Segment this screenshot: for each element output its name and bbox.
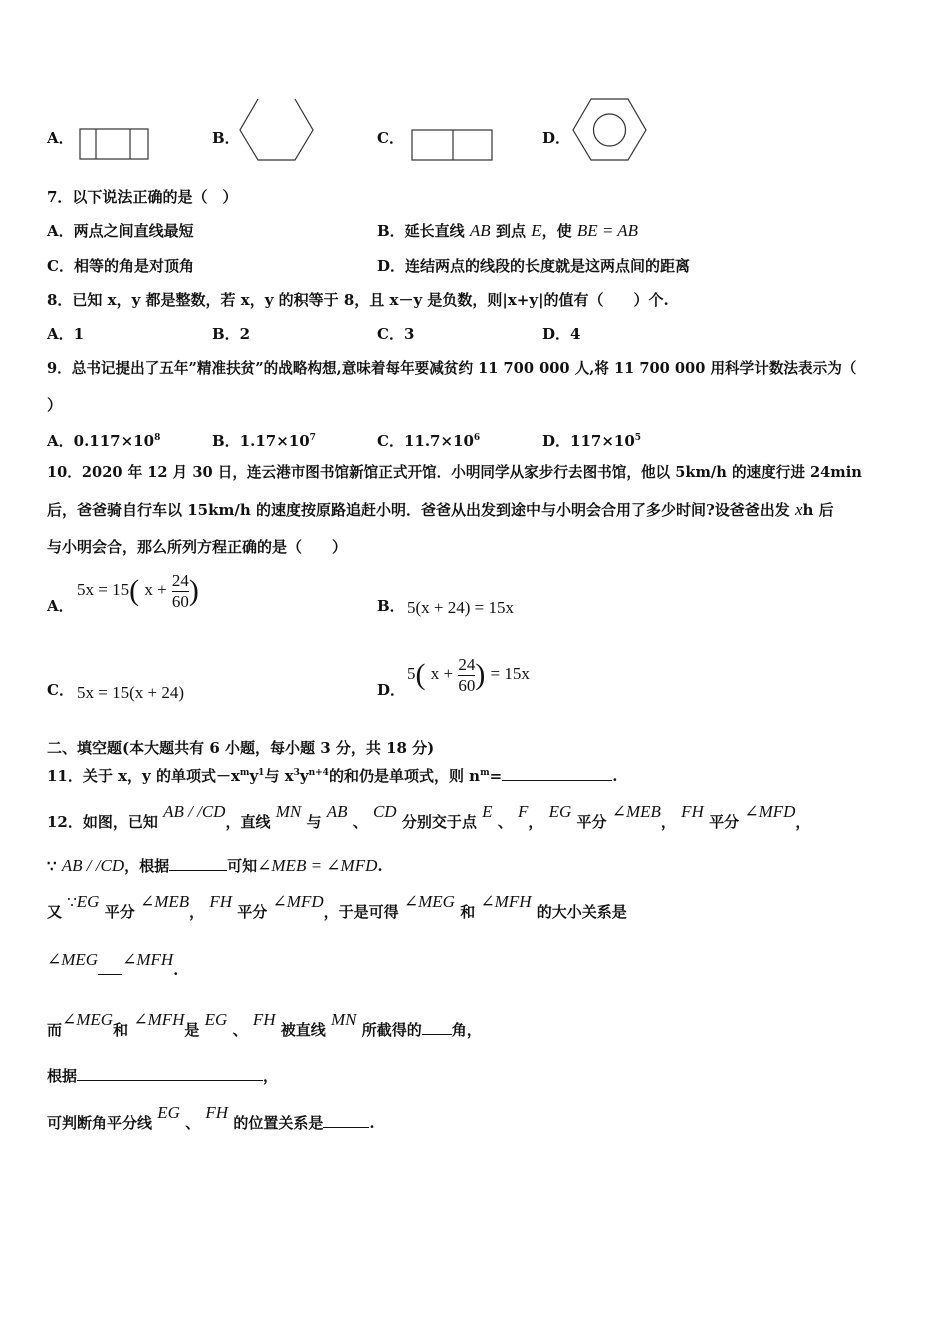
q6-option-d-label: D． [542,129,571,147]
q7-stem: 7．以下说法正确的是（ ） [47,188,238,206]
q10-stem-line3: 与小明会合，那么所列方程正确的是（ ） [47,538,348,556]
q9-option-d: D．$117\times 10^5$ [542,432,642,450]
q8-option-d: D．4 [542,325,581,343]
q7-option-c: C．相等的角是对顶角 [47,257,194,275]
q11-answer-blank[interactable] [502,766,612,781]
q9-option-c: C．$11.7\times 10^6$ [377,432,481,450]
q9-stem-line2: ） [47,396,63,414]
q6-option-a-label: A． [47,129,74,147]
q12-reason-blank[interactable] [169,856,227,871]
q12-line1: 12．如图，已知 AB / /CD，直线 MN 与 AB 、 CD 分别交于点 E 、 F， EG 平分 ∠MEB， FH 平分 ∠MFD， [47,802,811,831]
q10-stem-line2: 后，爸爸骑自行车以 15km/h 的速度按原路追赶小明．爸爸从出发到途中与小明会合用了多少时间?设爸爸出发 xh 后 [47,500,834,519]
q10-option-c-equation: 5x = 15(x + 24) [77,683,184,702]
q10-option-b-label: B． [377,597,405,615]
q10-option-a-equation: 5x = 15( x + $\frac{24}{60}$ ) [77,570,199,611]
q10-option-c-label: C． [47,681,74,699]
q12-line7: 可判断角平分线 EG 、 FH 的位置关系是 . [47,1103,375,1132]
q10-option-b-equation: 5(x + 24) = 15x [407,598,514,617]
q6-option-d-figure [571,97,649,163]
q8-stem: 8．已知 x，y 都是整数，若 x，y 的积等于 8，且 x－y 是负数，则|x+y|的值有（ ）个. [47,291,669,309]
q8-option-b: B．2 [212,325,251,343]
q6-option-c-label: C． [377,129,404,147]
q8-option-c: C．3 [377,325,415,343]
q10-stem-line1: 10．2020 年 12 月 30 日，连云港市图书馆新馆正式开馆．小明同学从家步行去图书馆，他以 5km/h 的速度行进 24min [47,464,862,481]
q12-line4: ∠MEG ∠MFH. [47,950,179,979]
q12-angle-type-blank[interactable] [422,1020,452,1035]
q12-position-blank[interactable] [323,1113,369,1128]
q12-basis-blank[interactable] [77,1066,263,1081]
q7-option-b: B．延长直线 AB 到点 E，使 BE = AB [377,221,639,240]
q11-stem: 11．关于 x，y 的单项式$-x^my^1$与 $x^3y^{n+4}$的和仍是单项式，则 $n^m=$ . [47,767,618,785]
q12-line5: 而∠MEG和 ∠MFH是 EG 、 FH 被直线 MN 所截得的 角， [47,1010,482,1039]
q6-option-a-figure [78,127,152,161]
q12-relation-blank[interactable] [98,960,122,975]
q6-option-b-figure [238,97,316,163]
q10-option-a-label: A． [47,597,74,615]
q6-option-c-figure [410,128,496,162]
q6-option-b-label: B． [212,129,240,147]
q7-option-a: A．两点之间直线最短 [47,222,194,240]
q12-line2: ∵ AB / /CD，根据 可知∠MEB = ∠MFD. [47,856,383,875]
q9-option-a: A．$0.117\times 10^8$ [47,432,161,450]
section-2-title: 二、填空题(本大题共有 6 小题，每小题 3 分，共 18 分) [47,739,435,757]
q10-option-d-label: D． [377,681,406,699]
q9-stem-line1: 9．总书记提出了五年”精准扶贫”的战略构想,意味着每年要减贫约 11 700 000 人,将 11 700 000 用科学计数法表示为（ [47,360,857,377]
q7-option-d: D．连结两点的线段的长度就是这两点间的距离 [377,257,691,275]
q12-line6: 根据 ， [47,1067,279,1085]
q10-option-d-equation: 5( x + $\frac{24}{60}$ ) = 15x [407,654,530,695]
q8-option-a: A．1 [47,325,85,343]
q12-line3: 又 ∵EG 平分 ∠MEB， FH 平分 ∠MFD，于是可得 ∠MEG 和 ∠MFH 的大小关系是 [47,892,627,921]
q9-option-b: B．$1.17\times 10^7$ [212,432,316,450]
